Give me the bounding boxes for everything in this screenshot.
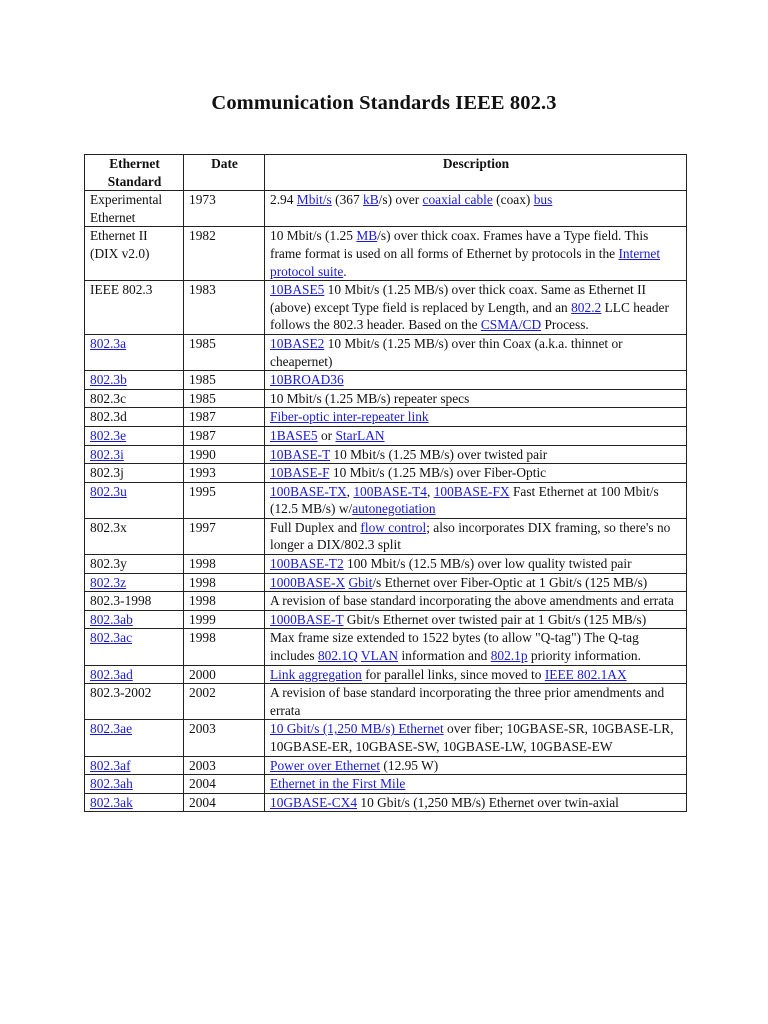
cell-standard [85,610,184,629]
cell-date: 1998 [184,555,265,574]
table-row [85,227,687,281]
description-text: 10 Gbit/s (1,250 MB/s) Ethernet over twin-axial [357,794,619,810]
description-text: 10 Mbit/s (1.25 MB/s) over thin Coax (a.k.a. thinnet or cheapernet) [270,335,623,369]
table-row [85,665,687,684]
description-link[interactable]: 802.2 [571,299,602,315]
description-link[interactable]: IEEE 802.1AX [544,666,627,682]
cell-description [265,573,687,592]
cell-date: 1998 [184,573,265,592]
description-link[interactable]: Mbit/s [296,192,332,208]
description-text: (12.95 W) [380,757,439,773]
description-text: 100 Mbit/s (12.5 MB/s) over low quality twisted pair [343,556,632,572]
description-link[interactable]: 10 Gbit/s (1,250 MB/s) Ethernet [270,721,444,737]
cell-date: 1983 [184,281,265,335]
table-row [85,518,687,554]
cell-date: 1995 [184,482,265,518]
description-text: , [426,483,434,499]
description-link[interactable]: 1000BASE-T [270,611,344,627]
cell-description [265,281,687,335]
standard-link[interactable]: 802.3b [90,372,127,388]
standard-text: 802.3-2002 [90,685,152,701]
description-link[interactable]: 1000BASE-X [270,574,346,590]
description-link[interactable]: StarLAN [335,427,385,443]
table-row [85,756,687,775]
description-text: /s) over [378,192,423,208]
description-text: 10 Mbit/s (1.25 MB/s) over thick coax. Same as Ethernet II (above) except Type field is replaced by Length, and an [270,282,647,315]
description-text: (367 [331,192,364,208]
standard-text: 802.3-1998 [90,593,152,609]
description-link[interactable]: Link aggregation [270,666,362,682]
cell-standard [85,720,184,756]
description-link[interactable]: 100BASE-T4 [353,483,427,499]
description-text: 10 Mbit/s (1.25 MB/s) over Fiber-Optic [329,465,547,481]
description-link[interactable]: Power over Ethernet [270,757,381,773]
cell-standard [85,518,184,554]
standard-link[interactable]: 802.3ak [90,794,133,810]
cell-date: 1997 [184,518,265,554]
table-row [85,793,687,812]
standard-link[interactable]: 802.3ab [90,611,133,627]
cell-description [265,756,687,775]
cell-description [265,720,687,756]
cell-date: 1990 [184,445,265,464]
cell-description [265,371,687,390]
description-link[interactable]: Gbit [348,574,373,590]
description-link[interactable]: coaxial cable [422,192,493,208]
cell-standard [85,281,184,335]
cell-description [265,610,687,629]
description-text: ; also incorporates DIX framing, so there's no longer a DIX/802.3 split [270,519,671,553]
header-standard: Ethernet Standard [85,155,184,191]
cell-date: 1987 [184,408,265,427]
cell-description [265,629,687,665]
standard-text: 802.3j [90,465,124,481]
table-row [85,445,687,464]
table-row [85,408,687,427]
standard-link[interactable]: 802.3ad [90,666,133,682]
header-description: Description [265,155,687,191]
table-row [85,334,687,370]
description-text: A revision of base standard incorporating the above amendments and errata [270,593,674,609]
description-text: /s) over thick coax. Frames have a Type field. This frame format is used on all forms of Ethernet by protocols in the [270,228,649,261]
table-row [85,464,687,483]
description-link[interactable]: Internet protocol suite [270,245,661,279]
standard-link[interactable]: 802.3u [90,483,127,499]
cell-standard [85,684,184,720]
cell-description [265,592,687,611]
description-link[interactable]: 100BASE-T2 [270,556,344,572]
description-link[interactable]: Ethernet in the First Mile [270,776,406,792]
standard-link[interactable]: 802.3z [90,574,127,590]
description-link[interactable]: kB [363,192,379,208]
cell-date: 1987 [184,426,265,445]
standards-table [84,154,687,812]
standard-text: 802.3x [90,519,127,535]
description-text: Full Duplex and [270,519,361,535]
description-text: Fast Ethernet at 100 Mbit/s (12.5 MB/s) w/ [270,483,659,517]
cell-date: 1993 [184,464,265,483]
description-text: or [317,427,336,443]
description-link[interactable]: 100BASE-TX [270,483,347,499]
cell-description [265,665,687,684]
description-text: priority information. [527,648,641,664]
cell-standard [85,227,184,281]
table-row [85,684,687,720]
cell-date: 2003 [184,720,265,756]
table-row [85,281,687,335]
standard-link[interactable]: 802.3ae [90,721,133,737]
cell-date: 1999 [184,610,265,629]
table-row [85,720,687,756]
table-row [85,371,687,390]
cell-standard [85,464,184,483]
cell-standard [85,445,184,464]
description-link[interactable]: VLAN [360,648,399,664]
standard-text: Ethernet II (DIX v2.0) [90,228,150,261]
description-link[interactable]: autonegotiation [352,501,436,517]
description-link[interactable]: 1BASE5 [270,427,318,443]
table-row [85,592,687,611]
cell-description [265,191,687,227]
table-row [85,191,687,227]
description-text: LLC header follows the 802.3 header. Based on the [270,299,669,333]
description-text: for parallel links, since moved to [361,666,545,682]
description-text: 2.94 [270,192,297,208]
description-link[interactable]: 10GBASE-CX4 [270,794,358,810]
cell-description [265,389,687,408]
description-link[interactable]: bus [533,192,553,208]
table-row [85,610,687,629]
description-text: , [346,483,354,499]
cell-standard [85,555,184,574]
standard-text: IEEE 802.3 [90,282,153,298]
cell-standard [85,371,184,390]
table-row [85,555,687,574]
description-link[interactable]: 10BASE5 [270,282,325,298]
standard-link[interactable]: 802.3ac [90,630,133,646]
table-row [85,775,687,794]
cell-description [265,426,687,445]
description-link[interactable]: 10BASE2 [270,335,325,351]
cell-description [265,408,687,427]
description-text: information and [398,648,491,664]
description-text: over fiber; 10GBASE-SR, 10GBASE-LR, 10GBASE-ER, 10GBASE-SW, 10GBASE-LW, 10GBASE-EW [270,721,674,754]
description-text: Gbit/s Ethernet over twisted pair at 1 Gbit/s (125 MB/s) [343,611,647,627]
table-header-row [85,155,687,191]
description-link[interactable]: 10BROAD36 [270,372,344,388]
description-link[interactable]: 100BASE-FX [433,483,510,499]
cell-standard [85,482,184,518]
description-link[interactable]: 10BASE-F [270,465,330,481]
page-title: Communication Standards IEEE 802.3 [211,92,557,114]
table-row [85,426,687,445]
description-link[interactable]: 802.1p [490,648,528,664]
cell-standard [85,191,184,227]
description-text: 10 Mbit/s (1.25 MB/s) over twisted pair [330,446,548,462]
cell-standard [85,793,184,812]
description-text: 10 Mbit/s (1.25 [270,228,357,244]
description-link[interactable]: 10BASE-T [270,446,331,462]
cell-standard [85,408,184,427]
cell-standard [85,775,184,794]
cell-date: 1998 [184,592,265,611]
cell-date: 1973 [184,191,265,227]
cell-date: 1985 [184,371,265,390]
cell-date: 2004 [184,775,265,794]
cell-standard [85,334,184,370]
description-text: . [343,263,347,279]
table-row [85,573,687,592]
cell-description [265,518,687,554]
cell-date: 1985 [184,389,265,408]
standard-link[interactable]: 802.3a [90,335,127,351]
cell-date: 1998 [184,629,265,665]
standard-link[interactable]: 802.3i [90,446,124,462]
cell-description [265,464,687,483]
cell-standard [85,756,184,775]
description-text: (coax) [492,192,534,208]
cell-description [265,793,687,812]
cell-standard [85,573,184,592]
cell-date: 2000 [184,665,265,684]
cell-description [265,334,687,370]
standard-text: 802.3y [90,556,127,572]
cell-description [265,445,687,464]
cell-standard [85,592,184,611]
cell-standard [85,389,184,408]
header-date: Date [184,155,265,191]
table-row [85,629,687,665]
description-link[interactable]: Fiber-optic inter-repeater link [270,409,429,425]
description-link[interactable]: 802.1Q [317,648,358,664]
cell-standard [85,665,184,684]
cell-description [265,227,687,281]
standard-link[interactable]: 802.3af [90,757,131,773]
standard-link[interactable]: 802.3ah [90,776,133,792]
cell-standard [85,629,184,665]
standard-text: Experimental Ethernet [90,192,163,225]
table-body [85,191,687,812]
cell-description [265,482,687,518]
description-link[interactable]: flow control [360,519,427,535]
cell-description [265,775,687,794]
description-link[interactable]: CSMA/CD [480,317,542,333]
cell-date: 1985 [184,334,265,370]
standard-text: 802.3c [90,390,127,406]
cell-date: 1982 [184,227,265,281]
description-text: /s Ethernet over Fiber-Optic at 1 Gbit/s (125 MB/s) [372,574,648,590]
cell-date: 2002 [184,684,265,720]
description-text: Max frame size extended to 1522 bytes (to allow "Q-tag") The Q-tag includes [270,630,639,664]
standard-link[interactable]: 802.3e [90,427,127,443]
description-link[interactable]: MB [356,228,378,244]
cell-date: 2003 [184,756,265,775]
cell-description [265,555,687,574]
table-row [85,482,687,518]
cell-description [265,684,687,720]
description-text: A revision of base standard incorporating the three prior amendments and errata [270,685,665,718]
table-row [85,389,687,408]
cell-standard [85,426,184,445]
cell-date: 2004 [184,793,265,812]
description-text: Process. [541,317,589,333]
description-text: 10 Mbit/s (1.25 MB/s) repeater specs [270,390,470,406]
standard-text: 802.3d [90,409,127,425]
